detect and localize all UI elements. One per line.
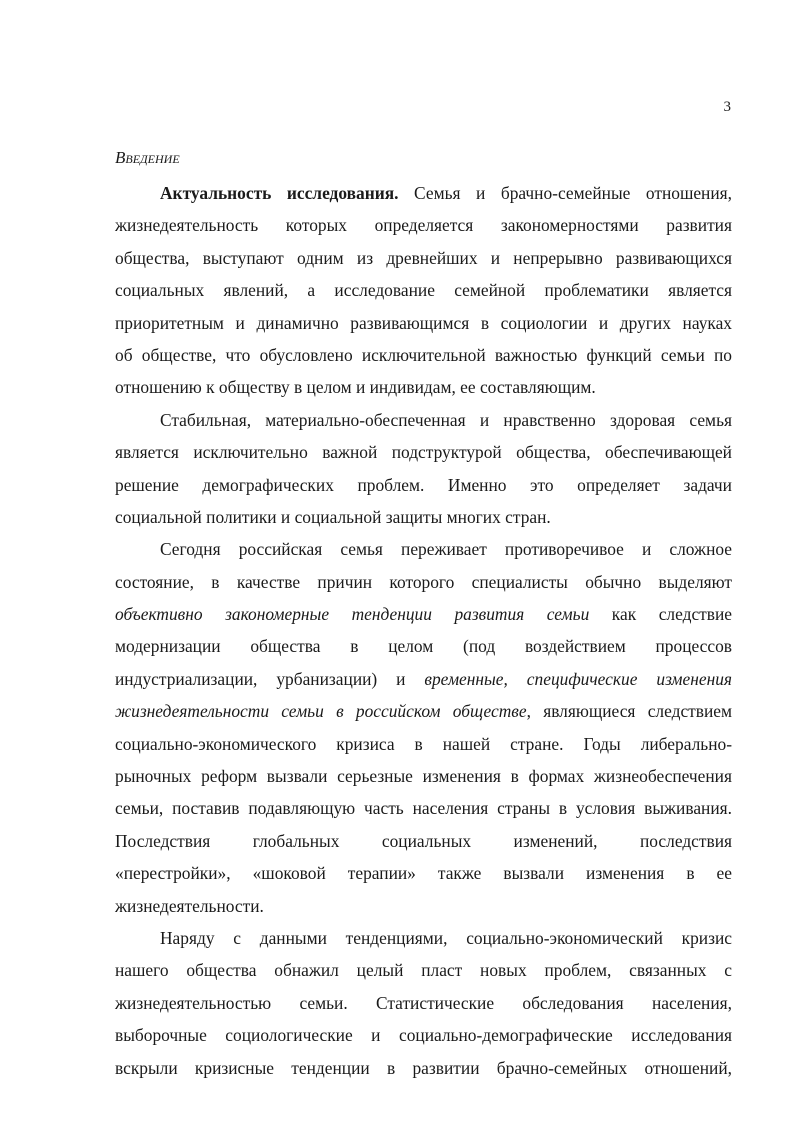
text-line: нашего общества обнажил целый пласт новых проблем, связанных с (115, 960, 732, 981)
section-heading: Введение (115, 148, 180, 167)
text-line: об обществе, что обусловлено исключительной важностью функций семьи по (115, 344, 732, 365)
text-line: социально-экономического кризиса в нашей стране. Годы либерально- (115, 733, 732, 754)
text-line: жизнедеятельности семьи в российском обществе, являющиеся следствием (115, 701, 732, 722)
text-line: семьи, поставив подавляющую часть населения страны в условия выживания. (115, 798, 732, 819)
text-line: модернизации общества в целом (под воздействием процессов (115, 636, 732, 657)
text-line: отношению к обществу в целом и индивидам, ее составляющим. (115, 377, 596, 398)
text-line: вскрыли кризисные тенденции в развитии брачно-семейных отношений, (115, 1057, 732, 1078)
text-line: рыночных реформ вызвали серьезные изменения в формах жизнеобеспечения (115, 766, 732, 787)
paragraph-1 (115, 177, 732, 404)
text-line: Актуальность исследования. Семья и брачно-семейные отношения, (160, 183, 733, 203)
text-line: общества, выступают одним из древнейших и непрерывно развивающихся (115, 247, 732, 268)
text-line: индустриализации, урбанизации) и временные, специфические изменения (115, 668, 732, 689)
page-number: 3 (723, 99, 731, 115)
paragraph-3 (115, 533, 732, 922)
text-line: решение демографических проблем. Именно это определяет задачи (115, 474, 732, 495)
text-line: выборочные социологические и социально-демографические исследования (115, 1025, 732, 1046)
text-line: жизнедеятельностью семьи. Статистические обследования населения, (115, 992, 732, 1013)
paragraph-4 (115, 922, 732, 1084)
text-line: «перестройки», «шоковой терапии» также вызвали изменения в ее (115, 863, 732, 884)
text-line: состояние, в качестве причин которого специалисты обычно выделяют (115, 571, 732, 592)
text-line: Наряду с данными тенденциями, социально-экономический кризис (160, 927, 732, 948)
document-body (115, 148, 732, 1084)
text-line: Стабильная, материально-обеспеченная и нравственно здоровая семья (160, 409, 732, 430)
text-line: объективно закономерные тенденции развития семьи как следствие (115, 604, 732, 625)
text-line: жизнедеятельность которых определяется закономерностями развития (115, 215, 732, 236)
text-line: Последствия глобальных социальных изменений, последствия (115, 830, 732, 851)
text-line: приоритетным и динамично развивающимся в социологии и других науках (115, 312, 732, 333)
paragraph-2 (115, 404, 732, 534)
text-line: Сегодня российская семья переживает противоречивое и сложное (160, 539, 732, 560)
text-line: является исключительно важной подструктурой общества, обеспечивающей (115, 442, 732, 463)
text-line: социальной политики и социальной защиты многих стран. (115, 506, 551, 527)
text-line: социальных явлений, а исследование семейной проблематики является (115, 280, 732, 301)
text-line: жизнедеятельности. (115, 895, 264, 916)
